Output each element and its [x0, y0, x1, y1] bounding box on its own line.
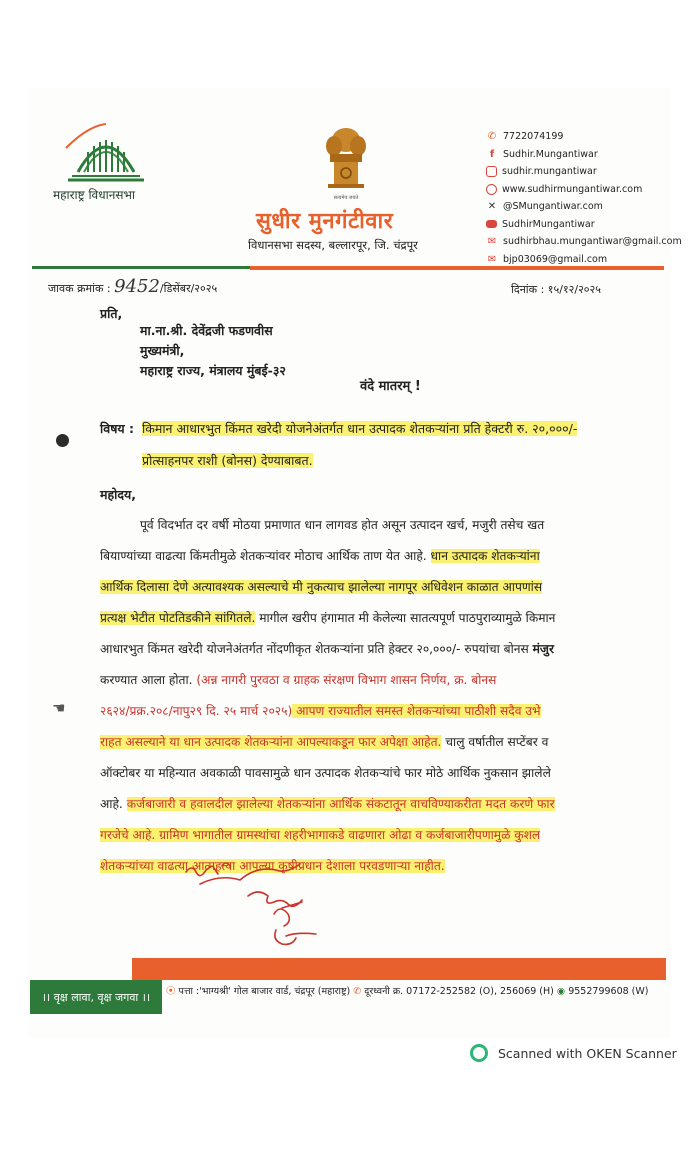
body-text: बियाण्यांच्या वाढत्या किंमतीमुळे शेतकऱ्यांवर मोठाच आर्थिक ताण येत आहे. [100, 549, 431, 563]
contact-x [486, 198, 682, 216]
emblem-motto: सत्यमेव जयते [333, 195, 359, 201]
letter-body [100, 510, 660, 882]
contact-list [486, 128, 682, 268]
mail-icon: ✉ [487, 236, 497, 248]
vidhan-bhavan-logo-icon [58, 112, 154, 192]
body-text: चालु वर्षातील सप्टेंबर व [441, 735, 549, 749]
contact-text: bjp03069@gmail.com [503, 253, 608, 265]
ref-suffix: /डिसेंबर/२०२५ [159, 282, 218, 295]
vande-mataram: वंदे मातरम् ! [360, 379, 421, 394]
contact-phone [486, 128, 682, 146]
whatsapp-icon: ◉ [556, 986, 566, 997]
contact-text: @SMungantiwar.com [503, 201, 603, 213]
body-line [100, 758, 660, 789]
contact-facebook [486, 146, 682, 164]
body-text-highlighted: शेतकऱ्यांच्या वाढत्या आत्महत्या आपल्या कृषीप्रधान देशाला परवडणाऱ्या नाहीत. [100, 859, 445, 873]
contact-text: sudhir.mungantiwar [502, 166, 597, 178]
body-line [100, 634, 660, 665]
date-value: १५/१२/२०२५ [547, 283, 601, 296]
body-text: आधारभुत किंमत खरेदी योजनेअंतर्गत नोंदणीकृत शेतकऱ्यांना प्रति हेक्टर २०,०००/- रुपयांचा बोनस [100, 642, 533, 656]
reference-number [48, 276, 217, 297]
subject-text: प्रोत्साहनपर राशी (बोनस) देण्याबाबत. [142, 453, 313, 468]
location-icon: ⦿ [166, 986, 176, 997]
body-text-highlighted: राहत असल्याने या धान उत्पादक शेतकऱ्यांना आपल्याकडून फार अपेक्षा आहेत. [100, 735, 442, 749]
contact-text: Sudhir.Mungantiwar [503, 148, 598, 160]
body-text: करण्यात आला होता. [100, 673, 197, 687]
body-text: आहे. [100, 797, 127, 811]
contact-youtube [486, 216, 682, 234]
mail-icon: ✉ [487, 253, 497, 265]
body-text: पूर्व विदर्भात दर वर्षी मोठया प्रमाणात धान लागवड होत असून उत्पादन खर्च, मजुरी तसेच खत [140, 518, 545, 532]
body-text-highlighted: आपण राज्यातील समस्त शेतकऱ्यांच्या पाठीशी सदैव उभे [292, 704, 541, 718]
body-line [100, 541, 660, 572]
pointer-hand-icon: ☚ [52, 699, 66, 717]
body-line [100, 603, 660, 634]
punch-hole [56, 434, 69, 447]
contact-text: www.sudhirmungantiwar.com [502, 183, 643, 195]
body-line [100, 665, 660, 696]
contact-text: 7722074199 [503, 131, 564, 143]
x-icon: ✕ [487, 201, 497, 213]
body-text-red: (अन्न नागरी पुरवठा व ग्राहक संरक्षण विभाग शासन निर्णय, क्र. बोनस [196, 673, 497, 687]
body-text-highlighted: गरजेचे आहे. ग्रामिण भागातील ग्रामस्थांचा शहरीभागाकडे वाढणारा ओढा व कर्जबाजारीपणामुळे कुशल [100, 828, 541, 842]
scanner-logo-icon [470, 1044, 488, 1062]
body-text-bold: मंजुर [532, 642, 554, 656]
phone-icon: ✆ [487, 131, 497, 143]
footer-band [132, 958, 666, 980]
ref-number-handwritten: 9452 [114, 276, 160, 297]
web-icon [486, 184, 497, 195]
body-text-highlighted: कर्जबाजारी व हवालदील झालेल्या शेतकऱ्यांना आर्थिक संकटातून वाचविण्याकरीता मदत करणे फार [126, 797, 555, 811]
body-text-red: २६२४/प्रक्र.२०८/नापु२९ दि. २५ मार्च २०२५) [100, 704, 293, 718]
footer-slogan: ।। वृक्ष लावा, वृक्ष जगवा ।। [30, 980, 162, 1014]
contact-text: sudhirbhau.mungantiwar@gmail.com [503, 236, 682, 248]
body-line [100, 727, 660, 758]
assembly-label: महाराष्ट्र विधानसभा [52, 188, 136, 202]
header-divider-orange [250, 266, 664, 270]
contact-text: SudhirMungantiwar [502, 218, 595, 230]
facebook-icon: f [489, 148, 495, 160]
sender-name: सुधीर मुनगंटीवार [256, 209, 394, 234]
footer-whatsapp: 9552799608 (W) [568, 986, 649, 997]
body-line [100, 510, 660, 541]
instagram-icon [486, 166, 497, 177]
ref-label: जावक क्रमांक : [48, 282, 111, 295]
to-label: प्रति, [100, 306, 123, 321]
contact-instagram [486, 163, 682, 181]
subject-line-1 [142, 420, 577, 437]
handwritten-signature-icon [178, 858, 328, 958]
body-text: मागील खरीप हंगामात मी केलेल्या सातत्यपूर्ण पाठपुराव्यामुळे किमान [255, 611, 556, 625]
contact-email [486, 233, 682, 251]
phone-icon: ✆ [353, 986, 362, 997]
contact-website [486, 181, 682, 199]
body-line [100, 820, 660, 851]
national-emblem-icon [318, 118, 374, 204]
subject-label: विषय : [100, 421, 135, 436]
scanner-watermark [470, 1044, 677, 1062]
body-text: ऑक्टोबर या महिन्यात अवकाळी पावसामुळे धान उत्पादक शेतकऱ्यांचे फार मोठे आर्थिक नुकसान झालेले [100, 766, 551, 780]
footer-contact [166, 983, 649, 997]
body-text-highlighted: प्रत्यक्ष भेटीत पोटतिडकीने सांगितले. [100, 611, 256, 625]
subject-text: किमान आधारभुत किंमत खरेदी योजनेअंतर्गत धान उत्पादक शेतकऱ्यांना प्रति हेक्टरी रु. २०,०००/- [142, 421, 578, 436]
date-label: दिनांक : [511, 283, 545, 296]
body-line [100, 789, 660, 820]
salutation: महोदय, [100, 487, 136, 502]
body-line [100, 572, 660, 603]
sender-designation: विधानसभा सदस्य, बल्लारपूर, जि. चंद्रपूर [248, 238, 418, 252]
scanner-label: Scanned with OKEN Scanner [498, 1045, 677, 1061]
body-text-highlighted: धान उत्पादक शेतकऱ्यांना [430, 549, 540, 563]
letter-date [511, 282, 601, 297]
footer-phones: दूरध्वनी क्र. 07172-252582 (O), 256069 (H) [364, 986, 554, 997]
subject-line-2 [142, 452, 313, 469]
body-text-highlighted: आर्थिक दिलासा देणे अत्यावश्यक असल्याचे मी नुकत्याच झालेल्या नागपूर अधिवेशन काळात आपणांस [100, 580, 543, 594]
addressee-name: मा.ना.श्री. देवेंद्रजी फडणवीस [140, 323, 273, 338]
addressee-title: मुख्यमंत्री, [140, 343, 185, 358]
youtube-icon [486, 220, 497, 228]
footer-address: पत्ता :'भाग्यश्री' गोल बाजार वार्ड, चंद्रपूर (महाराष्ट्र) [178, 986, 351, 997]
body-line [100, 696, 660, 727]
addressee-address: महाराष्ट्र राज्य, मंत्रालय मुंबई-३२ [140, 363, 286, 378]
